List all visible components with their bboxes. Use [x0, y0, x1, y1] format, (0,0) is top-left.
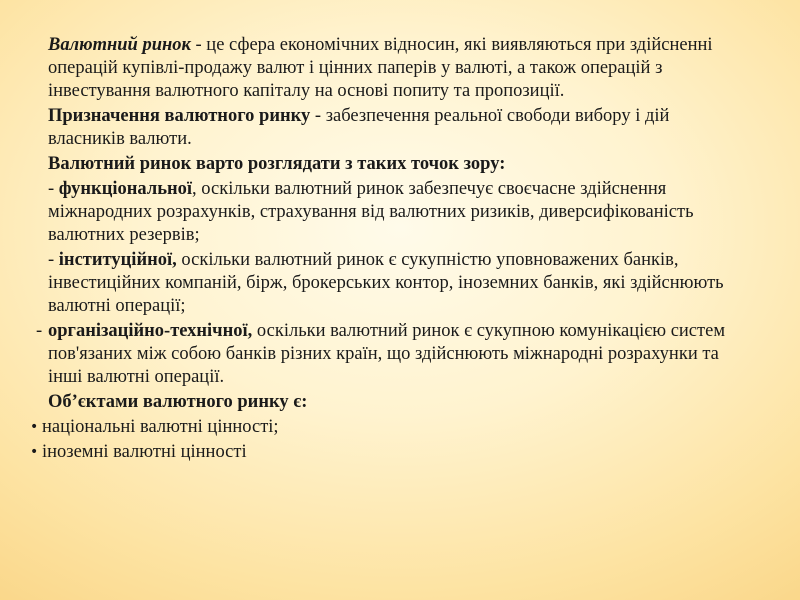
bullet-item-national [0, 416, 800, 439]
functional-paragraph [0, 178, 800, 247]
viewpoints-heading: Валютний ринок варто розглядати з таких точок зору: [48, 154, 506, 174]
bullet-item-foreign [0, 441, 800, 464]
institutional-paragraph [0, 249, 800, 318]
definition-paragraph [0, 34, 800, 103]
functional-term: функціональної [58, 179, 193, 199]
functional-text: , оскільки валютний ринок забезпечує своєчасне здійснення міжнародних розрахунків, страхування від валютних ризиків, диверсифікованість валютних резервів; [48, 179, 694, 245]
purpose-paragraph [0, 105, 800, 151]
organizational-lead: - [36, 321, 43, 341]
definition-text: - це сфера економічних відносин, які виявляються при здійсненні операцій купівлі-продажу валют і цінних паперів у валюті, а також операцій з інвестування валютного капіталу на основі попиту та пропозиції. [48, 35, 713, 101]
objects-heading: Об’єктами валютного ринку є: [48, 392, 308, 412]
institutional-term: інституційної, [58, 250, 177, 270]
organizational-term: організаційно-технічної, [48, 321, 253, 341]
slide-content [0, 34, 800, 464]
purpose-text: - забезпечення реальної свободи вибору і дій власників валюти. [48, 106, 670, 149]
functional-lead: - [48, 179, 59, 199]
bullet-text: національні валютні цінності; [42, 417, 279, 437]
definition-term: Валютний ринок [48, 35, 191, 55]
bullet-text: іноземні валютні цінності [42, 442, 247, 462]
bullet-icon: • [30, 444, 39, 460]
bullet-icon: • [30, 419, 39, 435]
institutional-text: оскільки валютний ринок є сукупністю уповноважених банків, інвестиційних компаній, бірж, брокерських контор, іноземних банків, які здійснюють валютні операції; [48, 250, 724, 316]
purpose-term: Призначення валютного ринку [48, 106, 311, 126]
organizational-paragraph [0, 320, 800, 389]
organizational-text: оскільки валютний ринок є сукупною комунікацією систем пов'язаних між собою банків різних країн, що здійснюють міжнародні розрахунки та інші валютні операції. [48, 321, 726, 387]
institutional-lead: - [48, 250, 59, 270]
